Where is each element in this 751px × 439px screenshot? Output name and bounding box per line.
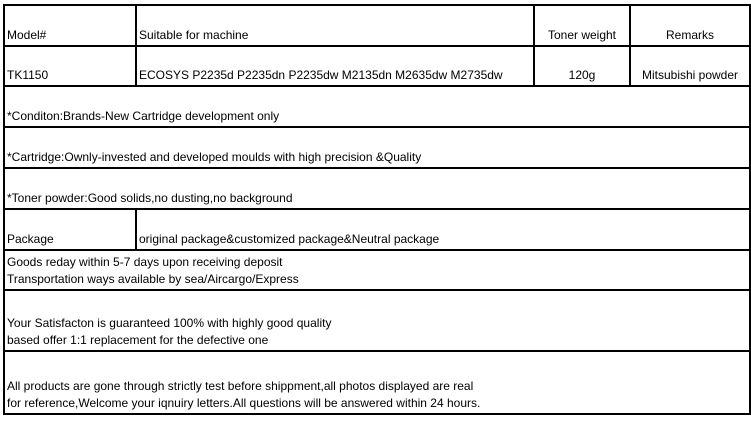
satisfaction-line-1: Your Satisfacton is guaranteed 100% with highly good quality	[7, 316, 332, 330]
product-remarks: Mitsubishi powder	[630, 46, 750, 86]
inspection-line-1: All products are gone through strictly test before shippment,all photos displayed are real	[7, 379, 474, 393]
toner-powder-row	[4, 168, 750, 209]
product-row	[4, 46, 750, 86]
cartridge-note: *Cartridge:Ownly-invested and developed moulds with high precision &Quality	[4, 127, 750, 168]
cartridge-row	[4, 127, 750, 168]
package-value: original package&customized package&Neutral package	[136, 209, 750, 250]
header-toner-weight: Toner weight	[534, 5, 630, 46]
header-suitable-machine: Suitable for machine	[136, 5, 534, 46]
header-model: Model#	[4, 5, 136, 46]
satisfaction-line-2: based offer 1:1 replacement for the defective one	[7, 333, 269, 347]
satisfaction-note	[4, 290, 750, 351]
inspection-line-2: for reference,Welcome your iqnuiry letters.All questions will be answered within 24 hours.	[7, 396, 481, 410]
goods-row	[4, 250, 750, 290]
inspection-note	[4, 351, 750, 414]
condition-note: *Conditon:Brands-New Cartridge development only	[4, 86, 750, 127]
goods-line-1: Goods reday within 5-7 days upon receiving deposit	[7, 255, 283, 269]
header-row	[4, 5, 750, 46]
product-model: TK1150	[4, 46, 136, 86]
package-row	[4, 209, 750, 250]
spec-table	[3, 4, 751, 415]
toner-powder-note: *Toner powder:Good solids,no dusting,no background	[4, 168, 750, 209]
satisfaction-row	[4, 290, 750, 351]
goods-line-2: Transportation ways available by sea/Aircargo/Express	[7, 272, 299, 286]
inspection-row	[4, 351, 750, 414]
header-remarks: Remarks	[630, 5, 750, 46]
product-suitable-machine: ECOSYS P2235d P2235dn P2235dw M2135dn M2635dw M2735dw	[136, 46, 534, 86]
condition-row	[4, 86, 750, 127]
package-label: Package	[4, 209, 136, 250]
product-toner-weight: 120g	[534, 46, 630, 86]
goods-note	[4, 250, 750, 290]
